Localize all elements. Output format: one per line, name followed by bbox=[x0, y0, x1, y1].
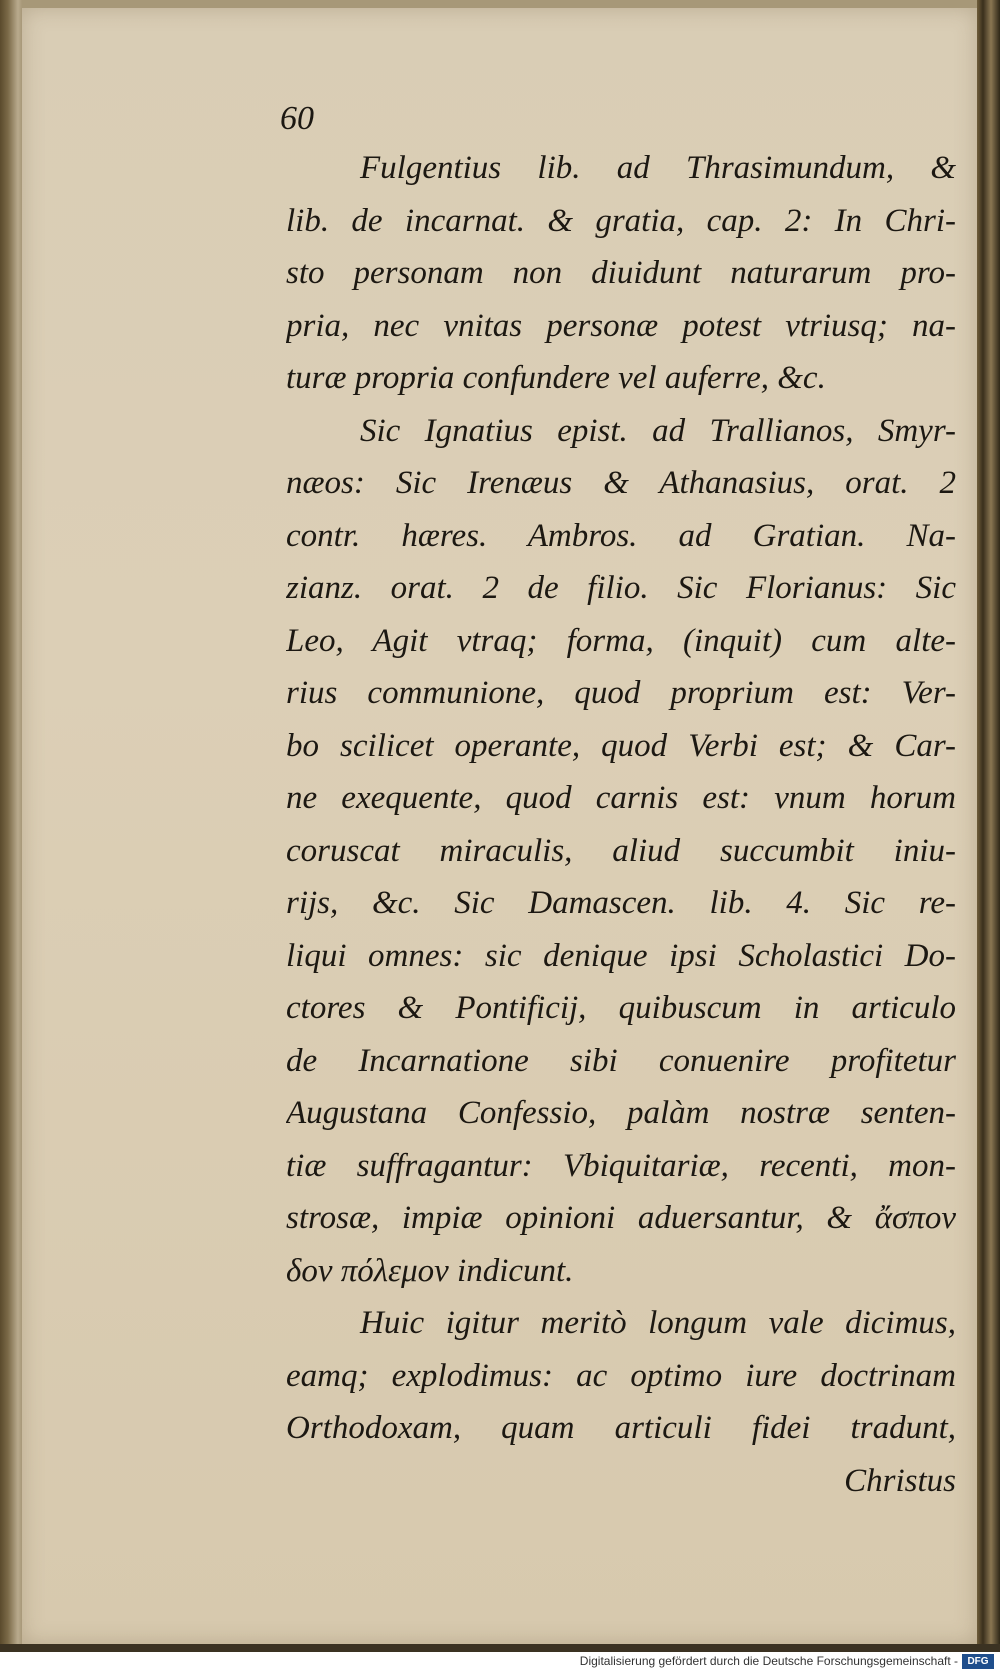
text-line: Leo, Agit vtraq; forma, (inquit) cum alte- bbox=[286, 622, 956, 659]
text-line: rijs, &c. Sic Damascen. lib. 4. Sic re- bbox=[286, 885, 956, 921]
text-line: strosæ, impiæ opinioni aduersantur, & ἄσπον bbox=[286, 1200, 956, 1236]
page-edge-right bbox=[977, 0, 1000, 1652]
text-line: ctores & Pontificij, quibuscum in articulo bbox=[286, 990, 956, 1026]
footer-credit: Digitalisierung gefördert durch die Deutsche Forschungsgemeinschaft - bbox=[579, 1654, 958, 1668]
text-line: de Incarnatione sibi conuenire profitetur bbox=[286, 1042, 956, 1079]
text-line: næos: Sic Irenæus & Athanasius, orat. 2 bbox=[286, 465, 956, 501]
text-line: pria, nec vnitas personæ potest vtriusq; na- bbox=[286, 307, 956, 344]
page-number: 60 bbox=[280, 100, 314, 137]
text-line: sto personam non diuidunt naturarum pro- bbox=[286, 255, 956, 291]
dfg-logo: DFG bbox=[962, 1654, 994, 1669]
text-line: bo scilicet operante, quod Verbi est; & Car- bbox=[286, 727, 956, 764]
text-line: turæ propria confundere vel auferre, &c. bbox=[286, 360, 826, 396]
text-line: liqui omnes: sic denique ipsi Scholastici Do- bbox=[286, 937, 956, 974]
text-line: Sic Ignatius epist. ad Trallianos, Smyr- bbox=[360, 412, 956, 449]
text-line: Huic igitur meritò longum vale dicimus, bbox=[360, 1305, 956, 1341]
page-edge-bottom bbox=[0, 1644, 1000, 1652]
body-text bbox=[286, 142, 956, 1507]
text-line: Augustana Confessio, palàm nostræ senten- bbox=[286, 1095, 956, 1131]
text-line: eamq; explodimus: ac optimo iure doctrinam bbox=[286, 1357, 956, 1394]
text-line: zianz. orat. 2 de filio. Sic Florianus: Sic bbox=[286, 570, 956, 606]
text-line: δον πόλεμον indicunt. bbox=[286, 1252, 574, 1289]
text-line: tiæ suffragantur: Vbiquitariæ, recenti, mon- bbox=[286, 1147, 956, 1184]
text-line: lib. de incarnat. & gratia, cap. 2: In Chri- bbox=[286, 202, 956, 239]
text-line: Fulgentius lib. ad Thrasimundum, & bbox=[360, 150, 956, 186]
text-line: Christus bbox=[844, 1462, 956, 1499]
text-line: Orthodoxam, quam articuli fidei tradunt, bbox=[286, 1410, 956, 1446]
text-line: rius communione, quod proprium est: Ver- bbox=[286, 675, 956, 711]
text-line: ne exequente, quod carnis est: vnum horum bbox=[286, 780, 956, 816]
text-line: contr. hæres. Ambros. ad Gratian. Na- bbox=[286, 517, 956, 554]
text-line: coruscat miraculis, aliud succumbit iniu- bbox=[286, 832, 956, 869]
